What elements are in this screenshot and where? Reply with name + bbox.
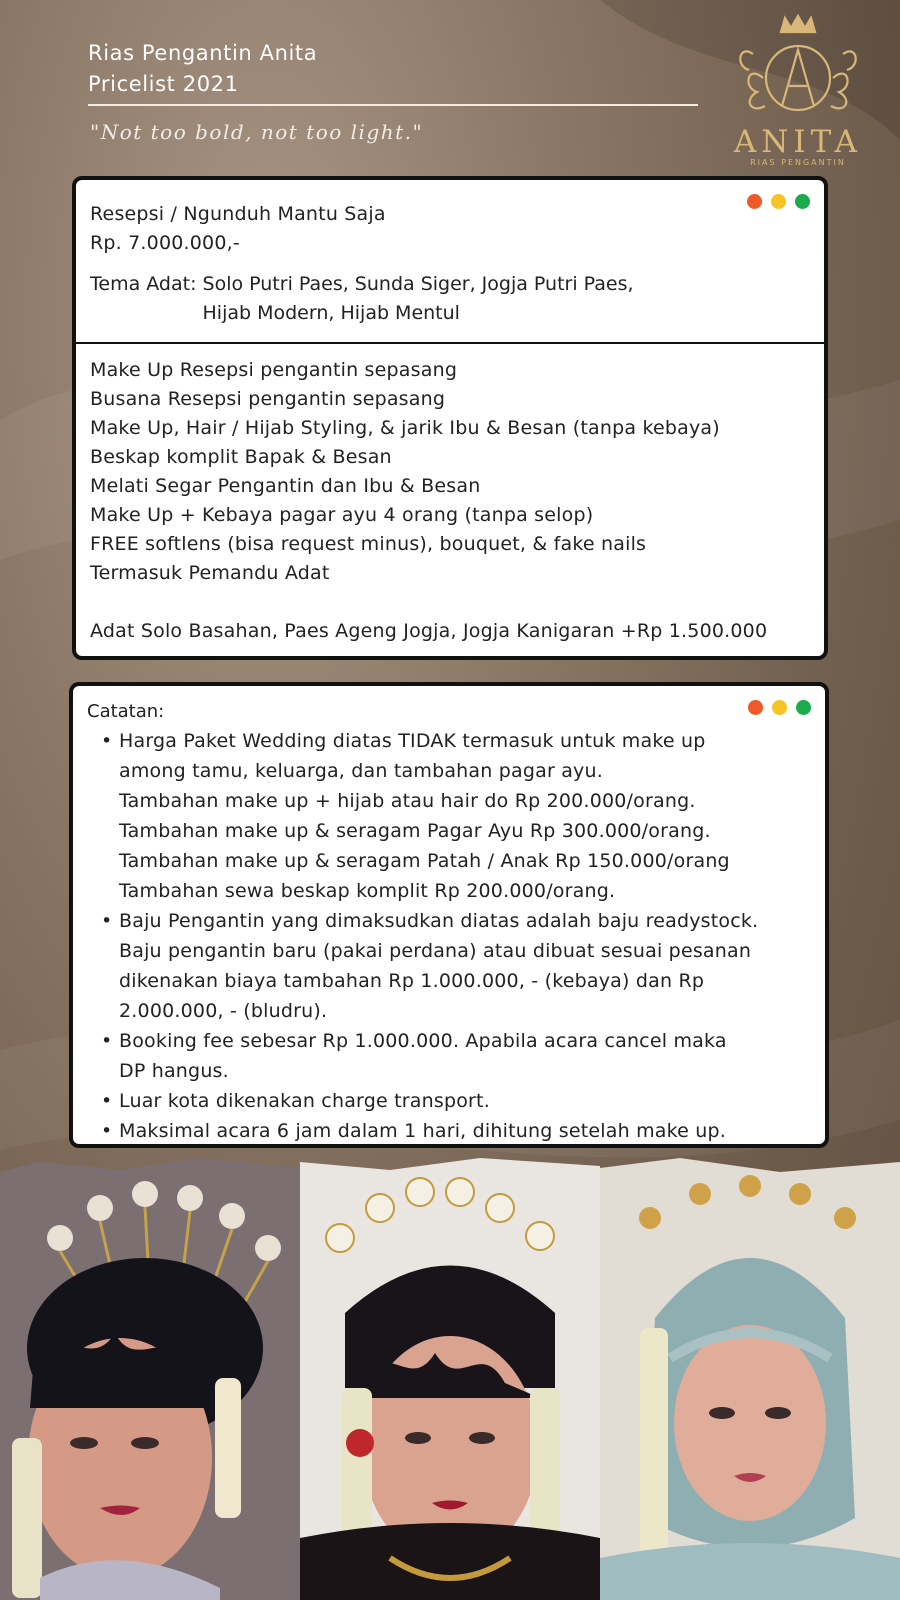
window-dots [747,194,810,209]
note-line: Baju pengantin baru (pakai perdana) atau dibuat sesuai pesanan [119,940,752,962]
list-item: Busana Resepsi pengantin sepasang [90,388,446,410]
green-dot-icon [796,700,811,715]
note-item [101,726,811,906]
title-line-2: Pricelist 2021 [88,72,239,96]
logo-subtitle: RIAS PENGANTIN [750,158,846,167]
extra-adat-price: Adat Solo Basahan, Paes Ageng Jogja, Jogja Kanigaran +Rp 1.500.000 [90,620,768,642]
photo-strip [0,1158,900,1600]
list-item: Make Up Resepsi pengantin sepasang [90,359,458,381]
red-dot-icon [748,700,763,715]
yellow-dot-icon [771,194,786,209]
list-item: FREE softlens (bisa request minus), bouquet, & fake nails [90,533,647,555]
note-line: dikenakan biaya tambahan Rp 1.000.000, - (kebaya) dan Rp [119,970,705,992]
notes-list [101,726,811,1146]
list-item: Make Up + Kebaya pagar ayu 4 orang (tanpa selop) [90,504,594,526]
tema-label: Tema Adat: [90,273,203,295]
note-line: • Booking fee sebesar Rp 1.000.000. Apabila acara cancel maka [119,1030,727,1052]
notes-card [69,682,829,1148]
title-line-1: Rias Pengantin Anita [88,41,318,65]
note-line: among tamu, keluarga, dan tambahan pagar ayu. [119,760,603,782]
tema-adat [90,270,810,328]
crown-a-monogram-icon [733,14,863,126]
note-line: • Luar kota dikenakan charge transport. [119,1090,490,1112]
notes-title: Catatan: [87,701,165,722]
bride-photo-solo-paes-icon [0,1158,300,1600]
brand-logo [708,14,888,174]
green-dot-icon [795,194,810,209]
note-line: 2.000.000, - (bludru). [119,1000,328,1022]
package-price: Rp. 7.000.000,- [90,232,240,254]
note-item [101,1116,811,1146]
list-item: Melati Segar Pengantin dan Ibu & Besan [90,475,481,497]
note-line: • Baju Pengantin yang dimaksudkan diatas adalah baju readystock. [119,910,759,932]
tagline: "Not too bold, not too light." [90,120,424,144]
note-line: DP hangus. [119,1060,229,1082]
list-item: Termasuk Pemandu Adat [90,562,330,584]
list-item: Make Up, Hair / Hijab Styling, & jarik Ibu & Besan (tanpa kebaya) [90,417,720,439]
package-name: Resepsi / Ngunduh Mantu Saja [90,203,386,225]
package-header [76,180,824,344]
note-line: • Harga Paket Wedding diatas TIDAK termasuk untuk make up [119,730,706,752]
bride-photo-jogja-paes-icon [300,1158,600,1600]
note-item [101,906,811,1026]
bride-photo-hijab-icon [600,1158,900,1600]
yellow-dot-icon [772,700,787,715]
logo-name: ANITA [733,124,863,160]
header-divider [88,104,698,106]
note-item [101,1086,811,1116]
note-line: • Maksimal acara 6 jam dalam 1 hari, dihitung setelah make up. [119,1120,727,1142]
header-title [88,38,317,100]
list-item: Beskap komplit Bapak & Besan [90,446,392,468]
note-line: Tambahan make up & seragam Pagar Ayu Rp 300.000/orang. [119,820,711,842]
tema-line-2: Hijab Modern, Hijab Mentul [202,302,460,324]
window-dots [748,700,811,715]
note-item [101,1026,811,1086]
red-dot-icon [747,194,762,209]
note-line: Tambahan make up + hijab atau hair do Rp 200.000/orang. [119,790,696,812]
package-card [72,176,828,660]
tema-line-1: Solo Putri Paes, Sunda Siger, Jogja Putri Paes, [202,273,634,295]
note-line: Tambahan sewa beskap komplit Rp 200.000/orang. [119,880,616,902]
note-line: Tambahan make up & seragam Patah / Anak Rp 150.000/orang [119,850,730,872]
package-items [76,344,824,646]
